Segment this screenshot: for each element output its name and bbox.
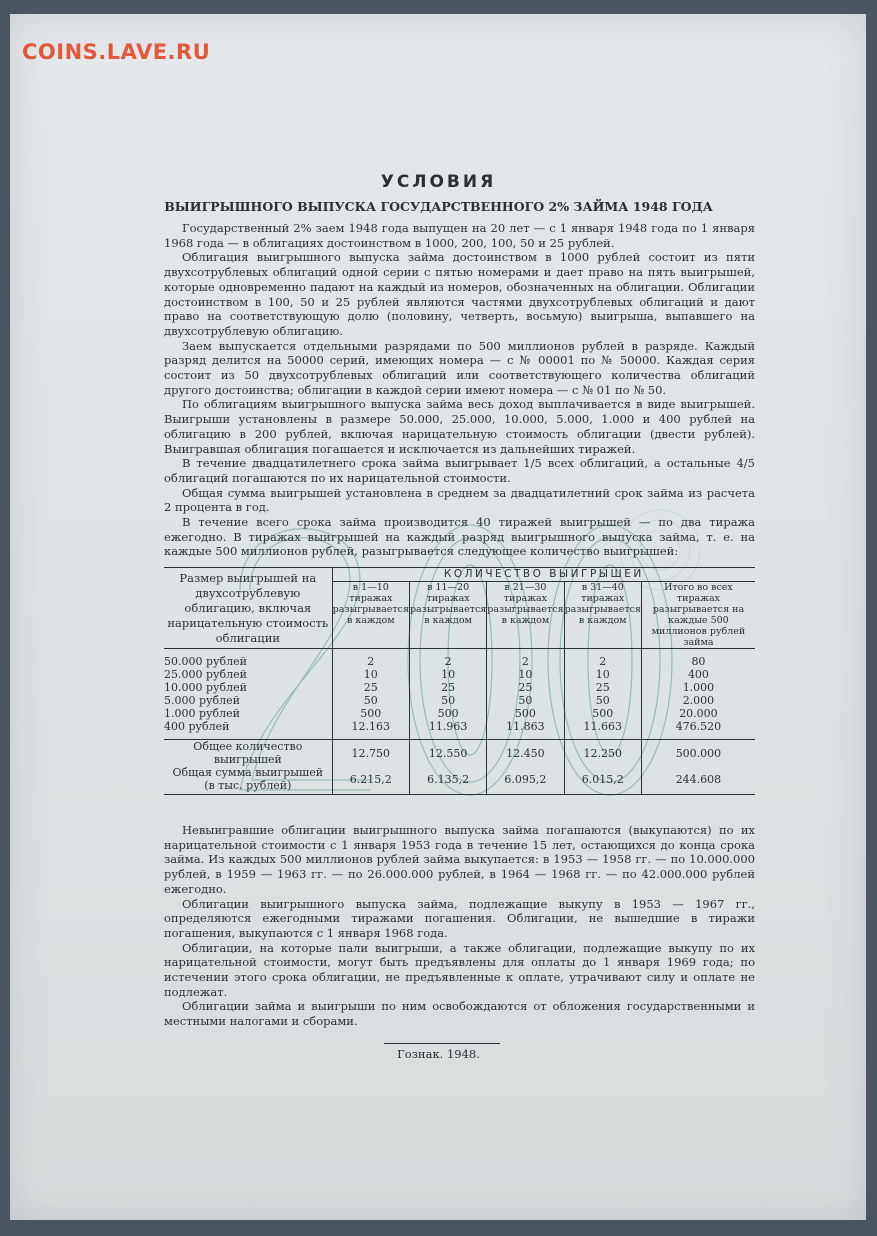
summary-label (164, 740, 332, 767)
total-cell: 476.520 (675, 720, 722, 733)
header-prize-size: Размер выигрышей на двухсотрублевую облигацию, включая нарицательную стоимость облигации (164, 568, 332, 649)
count-cell: 6.095,2 (487, 766, 564, 795)
count-cell: 11.863 (487, 720, 564, 733)
total-cell: 20.000 (679, 707, 718, 720)
prize-size: 50.000 рублей (164, 655, 332, 668)
count-cell: 500 (409, 707, 486, 720)
total-cell: 2.000 (682, 694, 715, 707)
count-cell: 25 (564, 681, 641, 694)
count-cell: 10 (332, 668, 409, 681)
table-row (164, 720, 755, 733)
count-cell: 50 (487, 694, 564, 707)
table-row (164, 681, 755, 694)
prize-size: 10.000 рублей (164, 681, 332, 694)
summary-label (164, 766, 332, 795)
count-cell: 12.550 (409, 740, 486, 767)
paragraph: Облигации, на которые пали выигрыши, а также облигации, подлежащие выкупу по их нарицательной стоимости, могут быть предъявлены для оплаты до 1 января 1969 года; по истечении этого срока облигации, не предъявленные к оплате, утрачивают силу и оплате не подлежат. (164, 940, 755, 999)
paragraph: Государственный 2% заем 1948 года выпущен на 20 лет — с 1 января 1948 года по 1 января 1968 года — в облигациях достоинством в 1000, 200, 100, 50 и 25 рублей. (164, 221, 755, 250)
paragraph: Облигации займа и выигрыши по ним освобождаются от обложения государственными и местными налогами и сборами. (164, 999, 755, 1029)
count-cell: 500 (487, 707, 564, 720)
count-cell: 11.663 (564, 720, 641, 733)
header-draws-21-30: в 21—30 тиражах разыгрывается в каждом (487, 582, 564, 649)
count-cell: 2 (487, 655, 564, 668)
count-cell: 12.450 (487, 740, 564, 767)
paragraph: В течение всего срока займа производится 40 тиражей выигрышей — по два тиража ежегодно. В тиражах выигрышей на каждый разряд выигрышного выпуска займа, т. е. на каждые 500 миллионов рублей, разыгрывается следующее количество выигрышей: (164, 515, 755, 559)
header-total: Итого во всех тиражах разыгрывается на каждые 500 миллионов рублей займа (641, 582, 755, 649)
count-cell: 25 (487, 681, 564, 694)
count-cell: 50 (332, 694, 409, 707)
prize-size: 25.000 рублей (164, 668, 332, 681)
summary-label-line: (в тыс. рублей) (204, 779, 292, 792)
summary-label-line: Общая сумма выигрышей (172, 766, 324, 779)
prize-size: 400 рублей (164, 720, 332, 733)
count-cell: 11.963 (409, 720, 486, 733)
site-watermark: COINS.LAVE.RU (22, 40, 211, 64)
header-prize-count: КОЛИЧЕСТВО ВЫИГРЫШЕЙ (332, 568, 755, 582)
terms-text-bottom (164, 823, 755, 1029)
header-draws-11-20: в 11—20 тиражах разыгрывается в каждом (409, 582, 486, 649)
count-cell: 12.750 (332, 740, 409, 767)
count-cell: 10 (487, 668, 564, 681)
count-cell: 500 (564, 707, 641, 720)
count-cell: 500 (332, 707, 409, 720)
total-cell: 1.000 (682, 681, 715, 694)
count-cell: 50 (409, 694, 486, 707)
page-title: УСЛОВИЯ (380, 172, 497, 192)
imprint-rule (384, 1043, 500, 1044)
count-cell: 2 (332, 655, 409, 668)
count-cell: 2 (564, 655, 641, 668)
count-cell: 2 (409, 655, 486, 668)
page-subtitle: ВЫИГРЫШНОГО ВЫПУСКА ГОСУДАРСТВЕННОГО 2% ЗАЙМА 1948 ГОДА (164, 199, 713, 214)
paragraph: Облигации выигрышного выпуска займа, подлежащие выкупу в 1953 — 1967 гг., определяются ежегодными тиражами погашения. Облигации, не вышедшие в тиражи погашения, выкупаются с 1 января 1968 года. (164, 896, 755, 940)
paragraph: Невыигравшие облигации выигрышного выпуска займа погашаются (выкупаются) по их нарицательной стоимости с 1 января 1953 года в течение 15 лет, остающихся до конца срока займа. Из каждых 500 миллионов рублей займа выкупается: в 1953 — 1958 гг. — по 10.000.000 рублей, в 1959 — 1963 гг. — по 26.000.000 рублей, в 1964 — 1968 гг. — по 42.000.000 рублей ежегодно. (164, 823, 755, 896)
total-cell: 400 (687, 668, 709, 681)
count-cell: 50 (564, 694, 641, 707)
paragraph: Облигация выигрышного выпуска займа достоинством в 1000 рублей состоит из пяти двухсотрублевых облигаций одной серии с пятью номерами и дает право на пять выигрышей, которые одновременно падают на каждый из номеров, обозначенных на облигации. Облигации достоинством в 100, 50 и 25 рублей являются частями двухсотрублевых облигаций и дают право на соответствующую долю (половину, четверть, восьмую) выигрыша, выпавшего на двухсотрублевую облигацию. (164, 250, 755, 338)
paragraph: Общая сумма выигрышей установлена в среднем за двадцатилетний срок займа из расчета 2 процента в год. (164, 485, 755, 515)
table-row (164, 668, 755, 681)
terms-text-top (164, 221, 755, 559)
header-draws-31-40: в 31—40 тиражах разыгрывается в каждом (564, 582, 641, 649)
count-cell: 6.215,2 (332, 766, 409, 795)
table-row (164, 655, 755, 668)
total-cell: 500.000 (641, 740, 755, 767)
paragraph: Заем выпускается отдельными разрядами по 500 миллионов рублей в разряде. Каждый разряд делится на 50000 серий, имеющих номера — с № 00001 по № 50000. Каждая серия состоит из 50 двухсотрублевых облигаций или соответствующего количества облигаций другого достоинства; облигации в каждой серии имеют номера — с № 01 по № 50. (164, 338, 755, 397)
summary-label-line: выигрышей (213, 753, 282, 766)
count-cell: 6.015,2 (564, 766, 641, 795)
count-cell: 10 (564, 668, 641, 681)
count-cell: 6.135,2 (409, 766, 486, 795)
total-cell: 244.608 (641, 766, 755, 795)
summary-row-count (164, 740, 755, 767)
paragraph: В течение двадцатилетнего срока займа выигрывает 1/5 всех облигаций, а остальные 4/5 облигаций погашаются по их нарицательной стоимости. (164, 456, 755, 485)
table-header-row (164, 568, 755, 582)
summary-label-line: Общее количество (193, 740, 303, 753)
count-cell: 12.163 (332, 720, 409, 733)
header-draws-1-10: в 1—10 тиражах разыгрывается в каждом (332, 582, 409, 649)
count-cell: 25 (409, 681, 486, 694)
prize-table (164, 567, 755, 795)
prize-size: 5.000 рублей (164, 694, 332, 707)
count-cell: 12.250 (564, 740, 641, 767)
prize-size: 1.000 рублей (164, 707, 332, 720)
paragraph: По облигациям выигрышного выпуска займа весь доход выплачивается в виде выигрышей. Выигрыши установлены в размере 50.000, 25.000, 10.000, 5.000, 1.000 и 400 рублей на облигацию в 200 рублей, включая нарицательную стоимость облигации (двести рублей). Выигравшая облигация погашается и исключается из дальнейших тиражей. (164, 397, 755, 456)
summary-row-amount (164, 766, 755, 795)
total-cell: 80 (691, 655, 706, 668)
printer-imprint: Гознак. 1948. (397, 1047, 480, 1061)
count-cell: 10 (409, 668, 486, 681)
table-row (164, 694, 755, 707)
table-row (164, 707, 755, 720)
count-cell: 25 (332, 681, 409, 694)
